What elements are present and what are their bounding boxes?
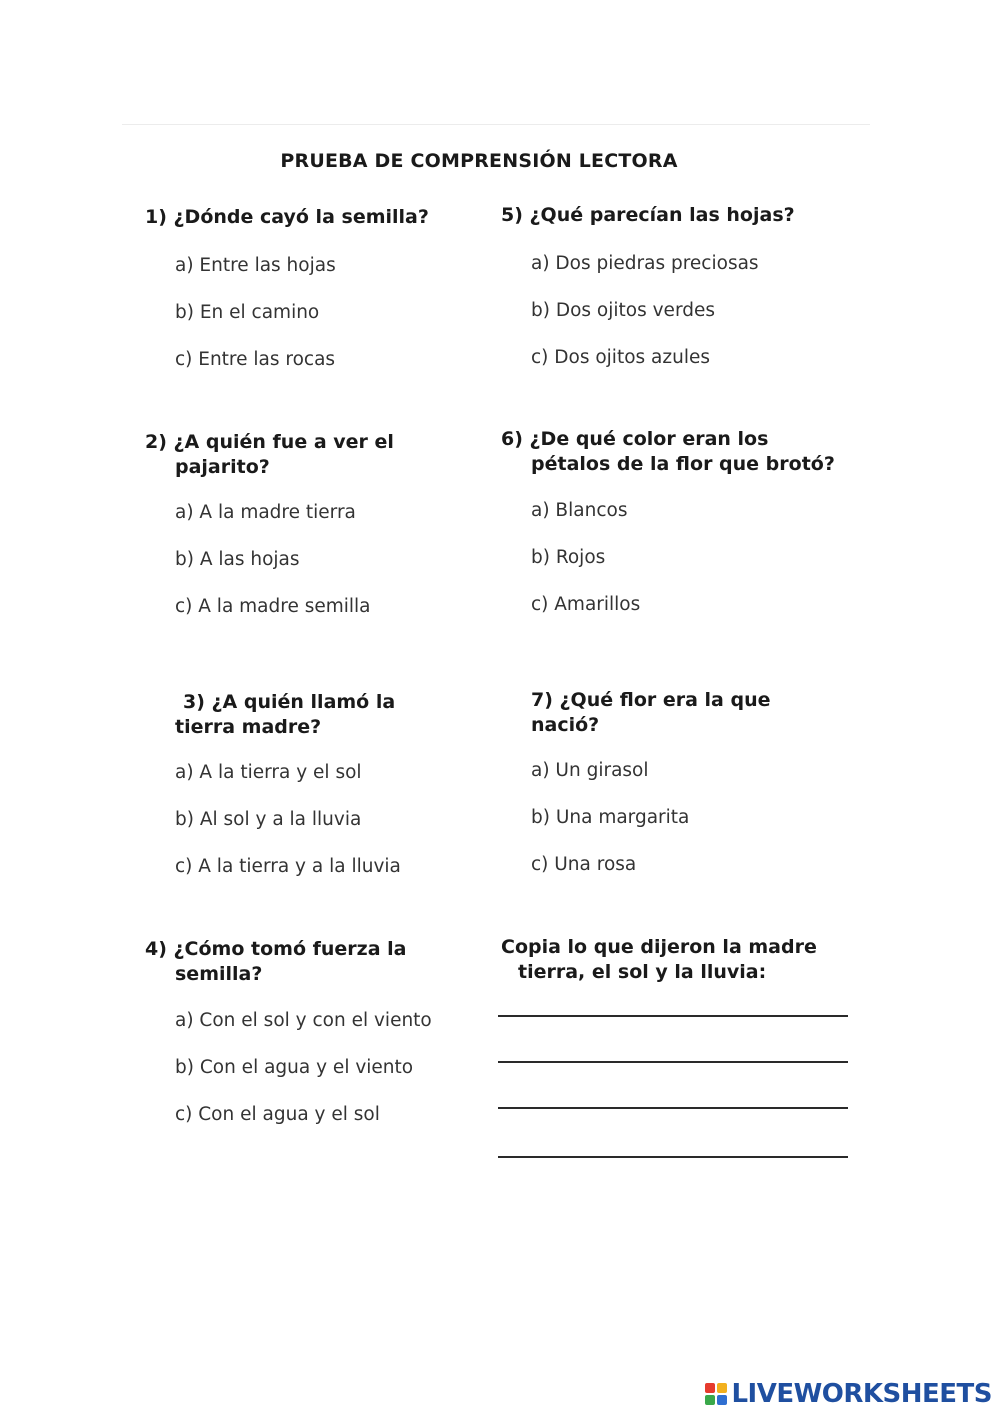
- question-3: [175, 690, 555, 877]
- option-c[interactable]: c) Amarillos: [531, 594, 641, 615]
- top-divider: [122, 124, 870, 125]
- option-b[interactable]: b) A las hojas: [175, 549, 300, 570]
- question-text: ¿A quién llamó la: [211, 691, 396, 713]
- logo-square: [705, 1383, 715, 1393]
- question-5-heading: [501, 203, 881, 228]
- question-number: 3): [183, 691, 205, 713]
- copy-task-text: Copia lo que dijeron la madre: [501, 936, 817, 958]
- answer-line-2[interactable]: [498, 1061, 848, 1063]
- question-number: 6): [501, 428, 523, 450]
- logo-square: [717, 1395, 727, 1405]
- question-text-continued: nació?: [531, 714, 600, 736]
- option-c[interactable]: c) A la madre semilla: [175, 596, 371, 617]
- question-number: 1): [145, 206, 167, 228]
- question-2-heading: [145, 430, 525, 480]
- question-text-continued: tierra madre?: [175, 716, 322, 738]
- question-3-heading: [175, 690, 555, 740]
- question-1-heading: [145, 205, 525, 230]
- question-number: 2): [145, 431, 167, 453]
- option-a[interactable]: a) Con el sol y con el viento: [175, 1010, 432, 1031]
- question-2: [145, 430, 525, 617]
- question-text: ¿De qué color eran los: [529, 428, 769, 450]
- option-b[interactable]: b) En el camino: [175, 302, 320, 323]
- question-text-continued: semilla?: [175, 963, 263, 985]
- logo-square: [705, 1395, 715, 1405]
- option-c[interactable]: c) A la tierra y a la lluvia: [175, 856, 401, 877]
- option-b[interactable]: b) Dos ojitos verdes: [531, 300, 715, 321]
- option-a[interactable]: a) Dos piedras preciosas: [531, 253, 759, 274]
- option-c[interactable]: c) Dos ojitos azules: [531, 347, 710, 368]
- option-c[interactable]: c) Entre las rocas: [175, 349, 336, 370]
- question-text: ¿Qué parecían las hojas?: [529, 204, 795, 226]
- option-a[interactable]: a) Un girasol: [531, 760, 649, 781]
- answer-line-3[interactable]: [498, 1107, 848, 1109]
- logo-squares-icon: [705, 1383, 727, 1405]
- liveworksheets-logo: [705, 1377, 992, 1411]
- option-b[interactable]: b) Con el agua y el viento: [175, 1057, 414, 1078]
- question-6: [501, 427, 901, 615]
- question-1: [145, 205, 525, 370]
- copy-task-text-continued: tierra, el sol y la lluvia:: [518, 961, 767, 983]
- question-5: [501, 203, 881, 368]
- question-text: ¿Dónde cayó la semilla?: [173, 206, 429, 228]
- option-a[interactable]: a) Entre las hojas: [175, 255, 336, 276]
- option-b[interactable]: b) Rojos: [531, 547, 606, 568]
- question-7-heading: [531, 688, 911, 738]
- question-7: [531, 688, 911, 875]
- option-a[interactable]: a) A la madre tierra: [175, 502, 356, 523]
- answer-line-4[interactable]: [498, 1156, 848, 1158]
- question-text: ¿Cómo tomó fuerza la: [173, 938, 407, 960]
- question-4-heading: [145, 937, 525, 987]
- question-4: [145, 937, 525, 1125]
- copy-task: [501, 935, 901, 985]
- question-text-continued: pétalos de la flor que brotó?: [531, 453, 835, 475]
- question-6-heading: [501, 427, 901, 477]
- question-number: 7): [531, 689, 553, 711]
- question-text-continued: pajarito?: [175, 456, 270, 478]
- question-text: ¿Qué flor era la que: [559, 689, 771, 711]
- option-a[interactable]: a) Blancos: [531, 500, 628, 521]
- question-number: 5): [501, 204, 523, 226]
- answer-line-1[interactable]: [498, 1015, 848, 1017]
- logo-square: [717, 1383, 727, 1393]
- option-a[interactable]: a) A la tierra y el sol: [175, 762, 362, 783]
- option-b[interactable]: b) Una margarita: [531, 807, 690, 828]
- option-c[interactable]: c) Una rosa: [531, 854, 637, 875]
- question-text: ¿A quién fue a ver el: [173, 431, 394, 453]
- question-number: 4): [145, 938, 167, 960]
- copy-task-heading: [501, 935, 901, 985]
- option-b[interactable]: b) Al sol y a la lluvia: [175, 809, 362, 830]
- logo-text: LIVEWORKSHEETS: [731, 1379, 992, 1409]
- page-title: PRUEBA DE COMPRENSIÓN LECTORA: [280, 150, 678, 172]
- option-c[interactable]: c) Con el agua y el sol: [175, 1104, 380, 1125]
